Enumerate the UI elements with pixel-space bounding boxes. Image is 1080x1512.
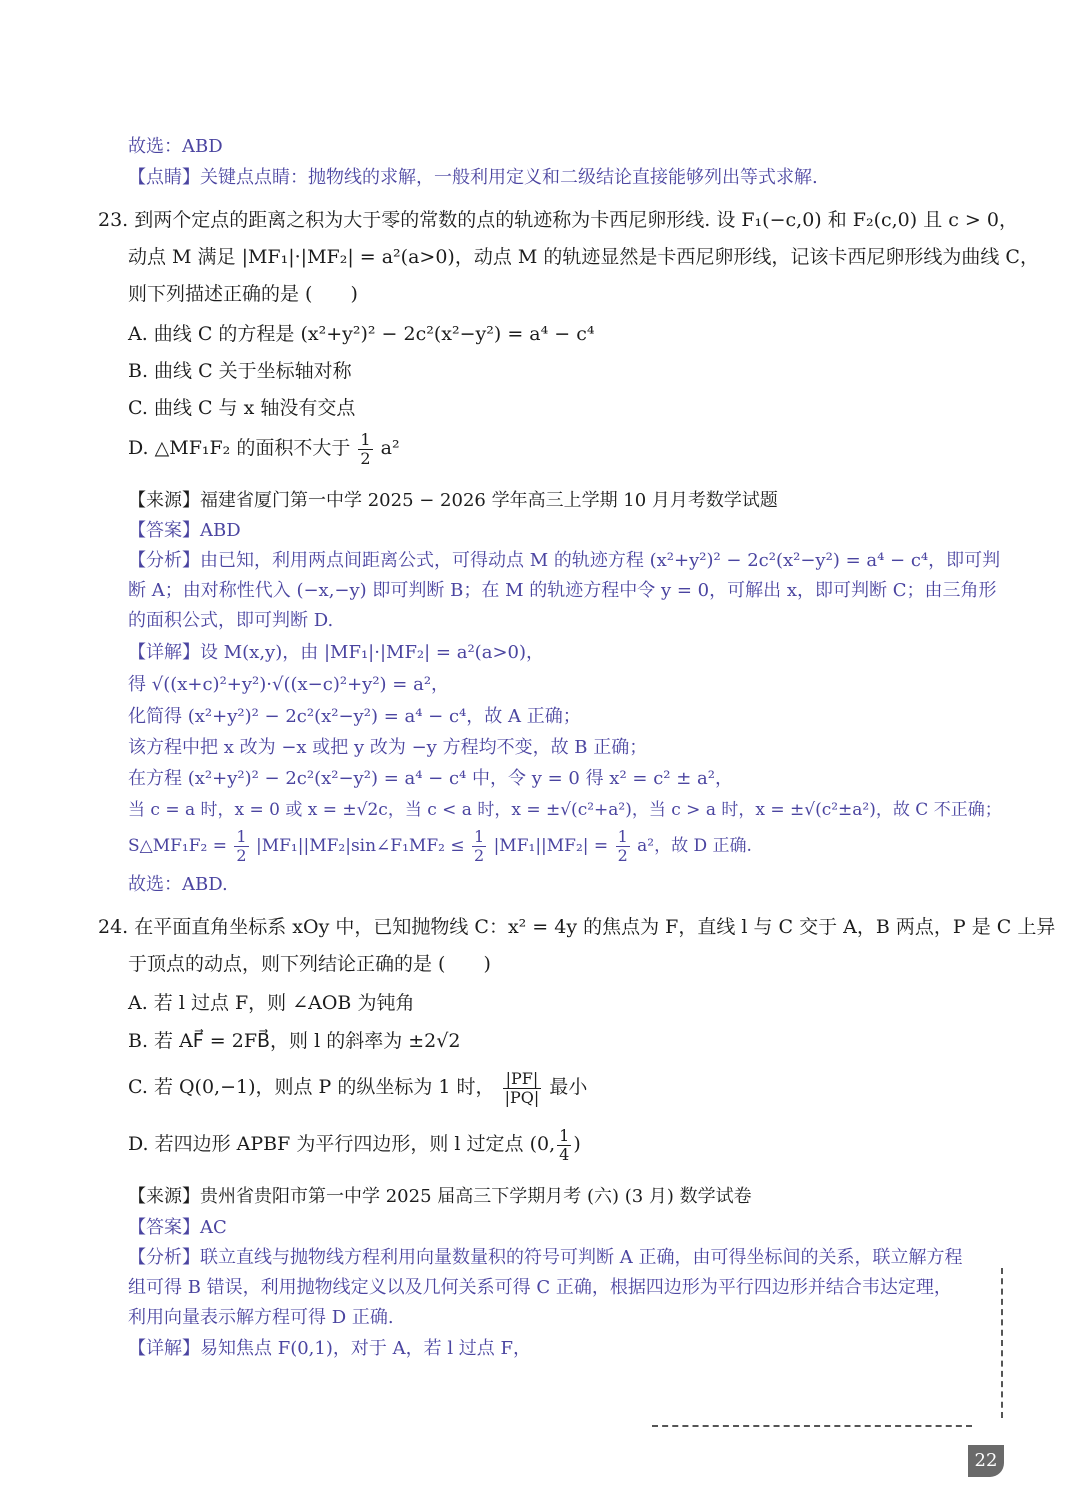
prev-choose: 故选：ABD xyxy=(128,136,223,157)
q24-option-c-tail: 最小 xyxy=(549,1076,588,1098)
q23-source: 【来源】福建省厦门第一中学 2025 − 2026 学年高三上学期 10 月月考数学试题 xyxy=(128,490,778,511)
fraction-numerator: |PF| xyxy=(503,1070,542,1089)
area-middle: |MF₁||MF₂|sin∠F₁MF₂ ≤ xyxy=(256,836,465,856)
q23-detail-line5: 在方程 (x²+y²)² − 2c²(x²−y²) = a⁴ − c⁴ 中，令 y = 0 得 x² = c² ± a²， xyxy=(128,768,733,789)
q24-stem-line1: 24. 在平面直角坐标系 xOy 中，已知抛物线 C：x² = 4y 的焦点为 F，直线 l 与 C 交于 A，B 两点，P 是 C 上异 xyxy=(98,916,1056,938)
page-border-dash-vertical xyxy=(1001,1268,1003,1418)
q23-option-d-text: D. △MF₁F₂ 的面积不大于 xyxy=(128,437,351,459)
q23-stem-line3: 则下列描述正确的是 ( ) xyxy=(128,283,358,305)
q24-detail-line1: 【详解】易知焦点 F(0,1)，对于 A，若 l 过点 F， xyxy=(128,1338,532,1359)
fraction-denominator: |PQ| xyxy=(504,1087,540,1107)
page-number: 22 xyxy=(968,1445,1004,1477)
q23-analysis-line1: 【分析】由已知，利用两点间距离公式，可得动点 M 的轨迹方程 (x²+y²)² − 2c²(x²−y²) = a⁴ − c⁴，即可判 xyxy=(128,550,1001,571)
fraction-numerator: 1 xyxy=(236,827,247,846)
fraction-denominator: 2 xyxy=(236,846,247,865)
area-lhs: S△MF₁F₂ = xyxy=(128,836,227,856)
q23-answer: 【答案】ABD xyxy=(128,520,241,541)
point-close: ) xyxy=(573,1133,581,1155)
q24-answer: 【答案】AC xyxy=(128,1217,227,1238)
point-open: (0, xyxy=(529,1133,556,1155)
fraction-numerator: 1 xyxy=(617,827,628,846)
half-fraction xyxy=(616,828,630,865)
q24-option-d-text: D. 若四边形 APBF 为平行四边形，则 l 过定点 xyxy=(128,1133,524,1155)
q24-option-c-fraction xyxy=(503,1070,542,1107)
area-rhs: |MF₁||MF₂| = xyxy=(493,836,609,856)
q23-analysis-line3: 的面积公式，即可判断 D. xyxy=(128,610,334,631)
page-border-dash-horizontal xyxy=(652,1425,972,1427)
q24-analysis-line2: 组可得 B 错误，利用抛物线定义以及几何关系可得 C 正确，根据四边形为平行四边形并结合韦达定理， xyxy=(128,1277,952,1298)
q23-option-a: A. 曲线 C 的方程是 (x²+y²)² − 2c²(x²−y²) = a⁴ − c⁴ xyxy=(128,323,595,345)
q23-option-d-fraction xyxy=(358,431,372,468)
prev-tip: 【点睛】关键点点睛：抛物线的求解，一般利用定义和二级结论直接能够列出等式求解. xyxy=(128,167,818,188)
q23-detail-line7 xyxy=(128,826,752,866)
half-fraction xyxy=(234,828,248,865)
fraction-numerator: 1 xyxy=(559,1125,570,1145)
fraction-numerator: 1 xyxy=(360,429,371,449)
fraction-denominator: 2 xyxy=(360,448,371,468)
fraction-numerator: 1 xyxy=(473,827,485,846)
q23-stem-line1: 23. 到两个定点的距离之积为大于零的常数的点的轨迹称为卡西尼卵形线. 设 F₁(−c,0) 和 F₂(c,0) 且 c > 0， xyxy=(98,209,1018,231)
q24-option-c-text: C. 若 Q(0,−1)，则点 P 的纵坐标为 1 时， xyxy=(128,1076,495,1098)
half-fraction xyxy=(472,828,486,865)
q23-option-b: B. 曲线 C 关于坐标轴对称 xyxy=(128,360,352,382)
q23-stem-line2: 动点 M 满足 |MF₁|·|MF₂| = a²(a>0)，动点 M 的轨迹显然是卡西尼卵形线，记该卡西尼卵形线为曲线 C， xyxy=(128,246,1039,268)
q23-detail-line3: 化简得 (x²+y²)² − 2c²(x²−y²) = a⁴ − c⁴，故 A 正确； xyxy=(128,706,581,727)
q24-option-b: B. 若 AF⃗ = 2FB⃗，则 l 的斜率为 ±2√2 xyxy=(128,1030,461,1052)
q23-detail-line2: 得 √((x+c)²+y²)·√((x−c)²+y²) = a²， xyxy=(128,674,450,695)
q23-detail-line4: 该方程中把 x 改为 −x 或把 y 改为 −y 方程均不变，故 B 正确； xyxy=(128,737,648,758)
q24-analysis-line3: 利用向量表示解方程可得 D 正确. xyxy=(128,1307,394,1328)
q24-analysis-line1: 【分析】联立直线与抛物线方程利用向量数量积的符号可判断 A 正确，由可得坐标间的关系，联立解方程 xyxy=(128,1247,963,1268)
fraction-denominator: 4 xyxy=(559,1144,570,1164)
q23-option-d-tail: a² xyxy=(380,437,400,459)
q24-option-c xyxy=(128,1067,587,1107)
area-conclusion: a²，故 D 正确. xyxy=(637,836,752,856)
q23-analysis-line2: 断 A；由对称性代入 (−x,−y) 即可判断 B；在 M 的轨迹方程中令 y = 0，可解出 x，即可判断 C；由三角形 xyxy=(128,580,997,601)
q23-option-c: C. 曲线 C 与 x 轴没有交点 xyxy=(128,397,356,419)
q24-option-d xyxy=(128,1124,581,1164)
q23-option-d xyxy=(128,428,400,468)
q23-detail-line6: 当 c = a 时，x = 0 或 x = ±√2c，当 c < a 时，x = ±√(c²+a²)，当 c > a 时，x = ±√(c²±a²)，故 C 不正确； xyxy=(128,800,1002,820)
q24-stem-line2: 于顶点的动点，则下列结论正确的是 ( ) xyxy=(128,953,491,975)
q24-source: 【来源】贵州省贵阳市第一中学 2025 届高三下学期月考 (六) (3 月) 数学试卷 xyxy=(128,1186,752,1207)
q23-choose: 故选：ABD. xyxy=(128,874,228,895)
q24-option-a: A. 若 l 过点 F，则 ∠AOB 为钝角 xyxy=(128,992,415,1014)
fraction-denominator: 2 xyxy=(473,846,485,865)
fraction-denominator: 2 xyxy=(617,846,628,865)
q23-detail-line1: 【详解】设 M(x,y)，由 |MF₁|·|MF₂| = a²(a>0)， xyxy=(128,642,544,663)
q24-option-d-fraction xyxy=(557,1127,571,1164)
